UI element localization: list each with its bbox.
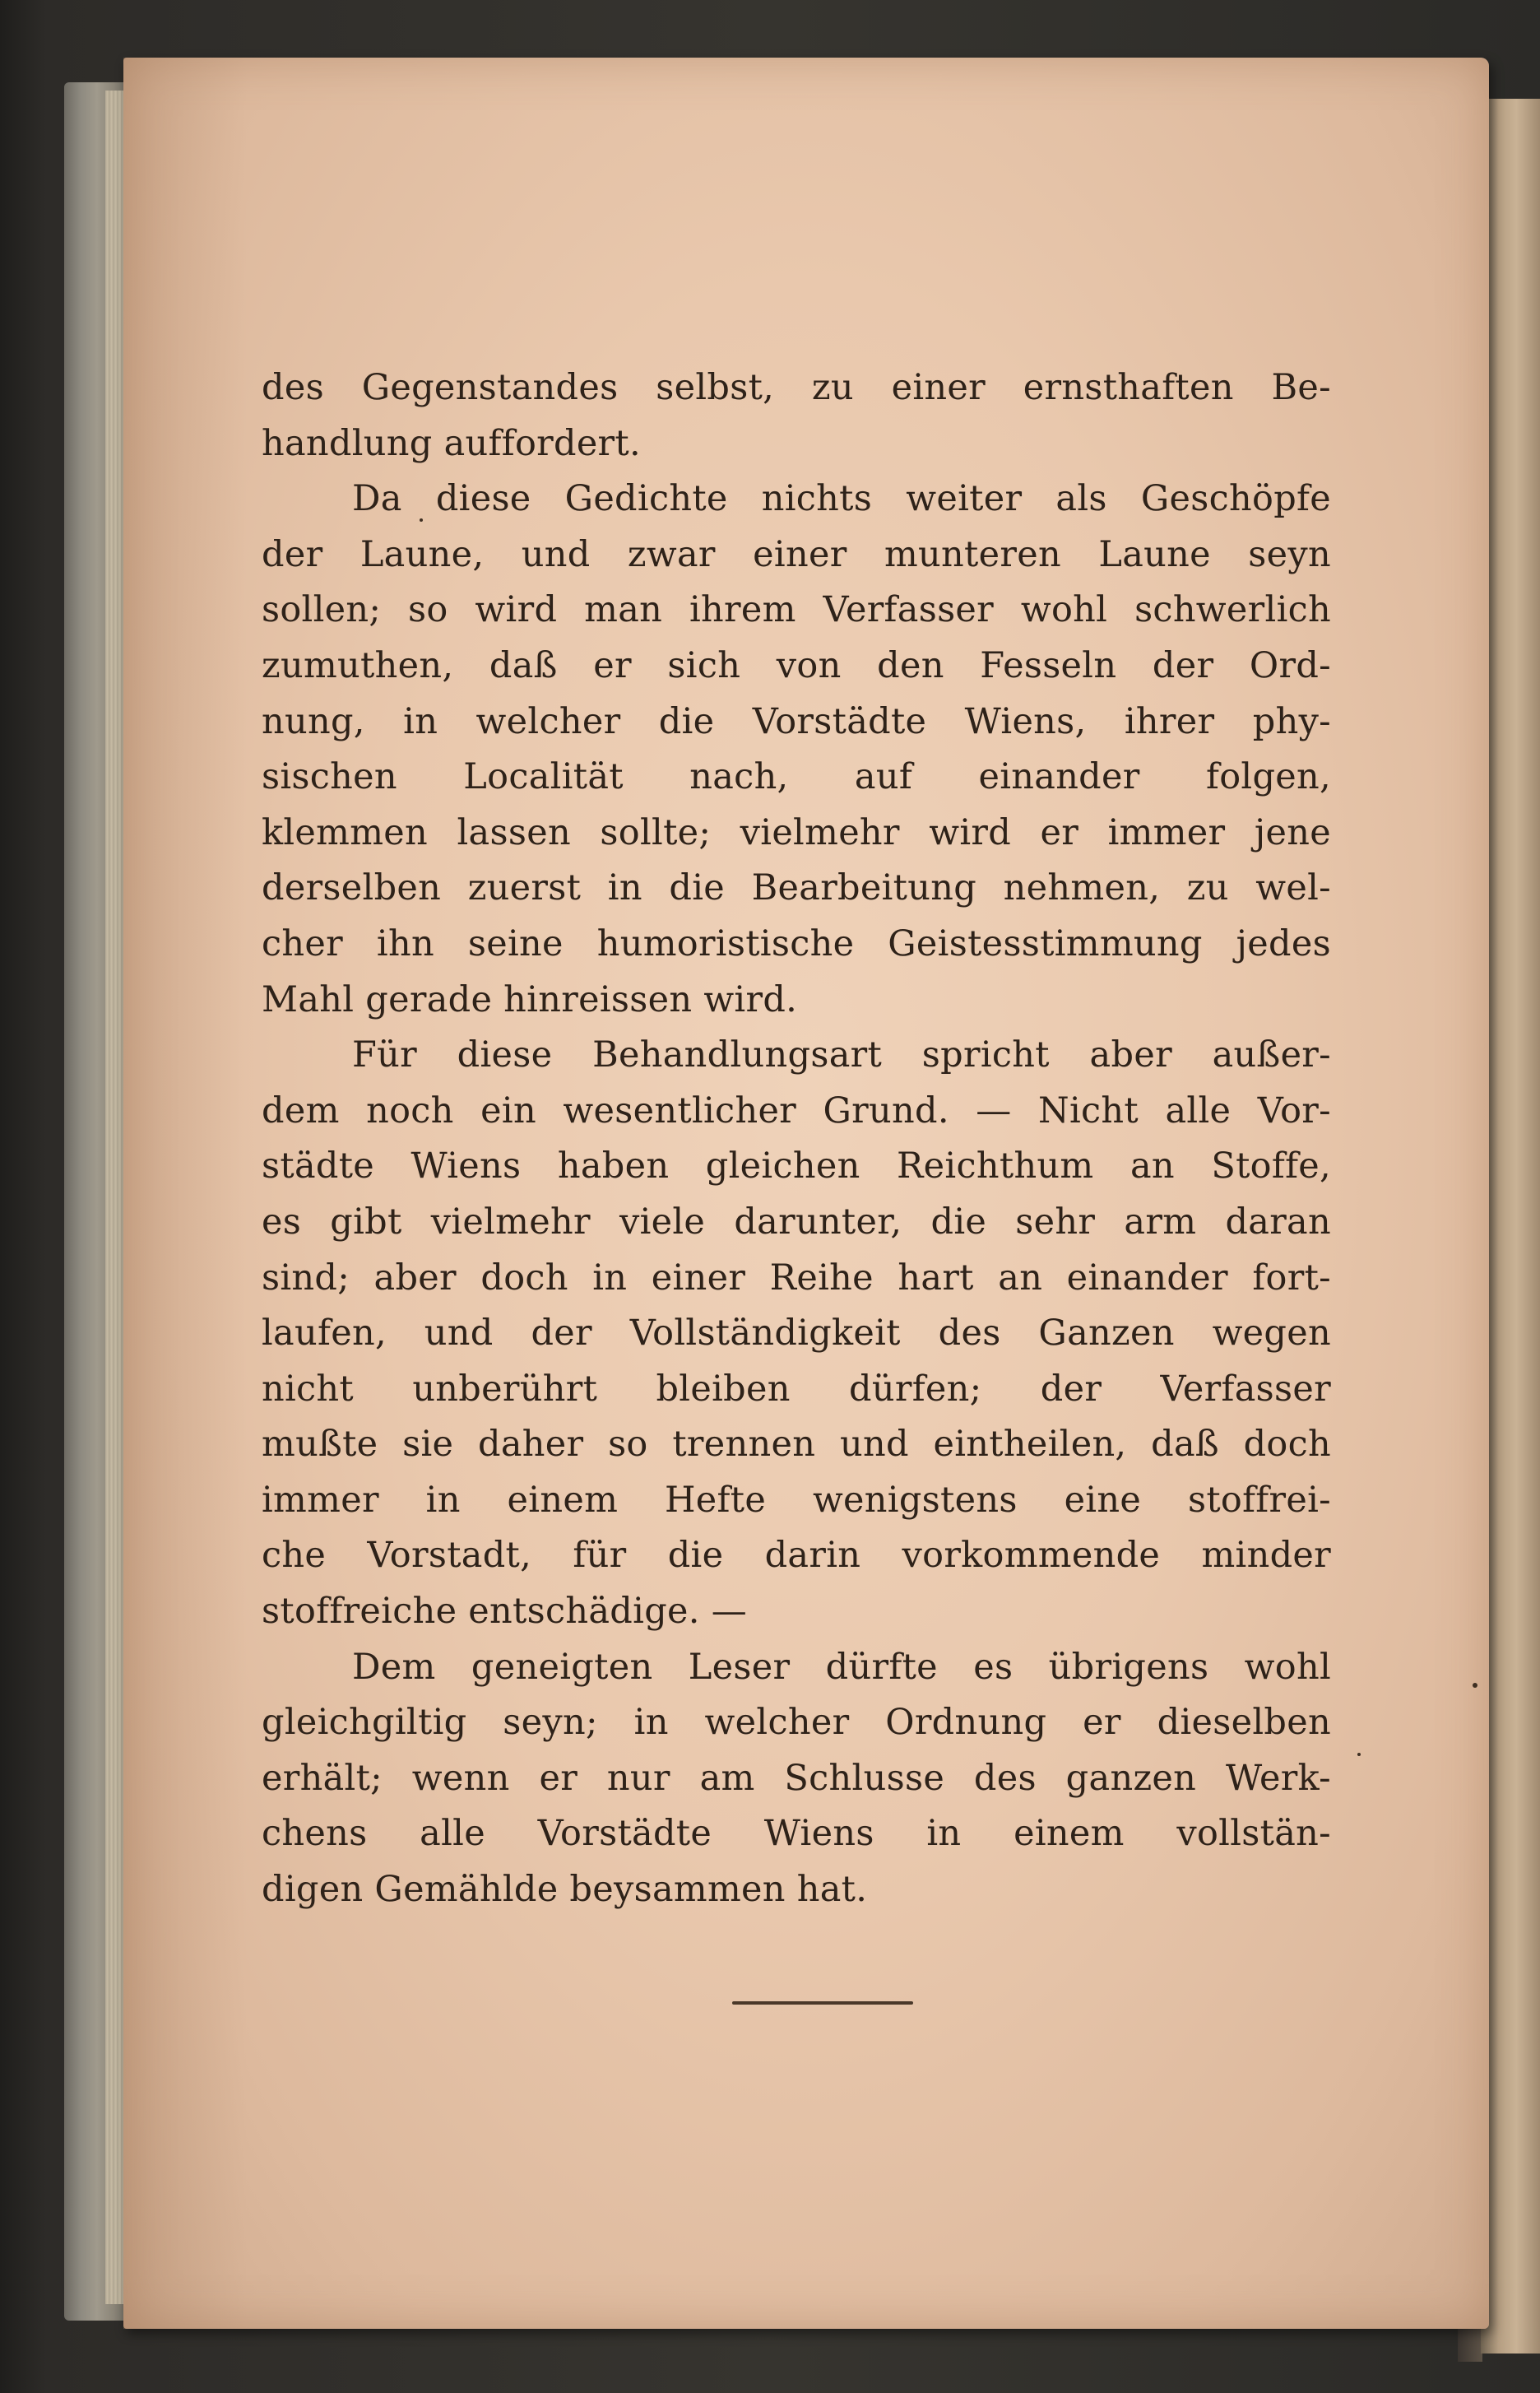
text-line: nung, in welcher die Vorstädte Wiens, ihrer phy-	[262, 700, 1331, 742]
text-line: sollen; so wird man ihrem Verfasser wohl schwerlich	[262, 589, 1331, 631]
text-line: Dem geneigten Leser dürfte es übrigens wohl	[352, 1646, 1331, 1688]
text-line: städte Wiens haben gleichen Reichthum an Stoffe,	[262, 1145, 1331, 1187]
text-line: es gibt vielmehr viele darunter, die sehr arm daran	[262, 1201, 1331, 1243]
text-line: des Gegenstandes selbst, zu einer ernsthaften Be-	[262, 367, 1331, 408]
text-line: gleichgiltig seyn; in welcher Ordnung er dieselben	[262, 1702, 1331, 1744]
paper-speck	[1473, 1683, 1477, 1688]
facing-page-edge	[1481, 99, 1540, 2354]
text-line: laufen, und der Vollständigkeit des Ganzen wegen	[262, 1313, 1331, 1354]
end-rule	[732, 2001, 913, 2005]
text-line: Für diese Behandlungsart spricht aber außer-	[352, 1034, 1331, 1076]
text-line: cher ihn seine humoristische Geistesstimmung jedes	[262, 922, 1331, 964]
text-line: sischen Localität nach, auf einander folgen,	[262, 756, 1331, 798]
page-fold-shadow	[123, 58, 247, 2329]
text-line: der Laune, und zwar einer munteren Laune seyn	[262, 533, 1331, 575]
text-line: derselben zuerst in die Bearbeitung nehmen, zu wel-	[262, 867, 1331, 909]
text-line: mußte sie daher so trennen und eintheilen, daß doch	[262, 1424, 1331, 1466]
text-line: che Vorstadt, für die darin vorkommende minder	[262, 1535, 1331, 1577]
text-line: digen Gemählde beysammen hat.	[262, 1869, 868, 1911]
text-line: sind; aber doch in einer Reihe hart an einander fort-	[262, 1257, 1331, 1299]
text-line: dem noch ein wesentlicher Grund. — Nicht alle Vor-	[262, 1090, 1331, 1131]
text-line: stoffreiche entschädige. —	[262, 1591, 748, 1633]
text-line: handlung auffordert.	[262, 422, 641, 464]
text-line: Mahl gerade hinreissen wird.	[262, 978, 798, 1020]
text-line: Da diese Gedichte nichts weiter als Geschöpfe	[352, 478, 1331, 520]
text-line: nicht unberührt bleiben dürfen; der Verfasser	[262, 1368, 1331, 1410]
text-line: klemmen lassen sollte; vielmehr wird er immer jene	[262, 811, 1331, 853]
text-line: zumuthen, daß er sich von den Fesseln der Ord-	[262, 644, 1331, 686]
page-text	[262, 360, 1331, 1918]
text-line: erhält; wenn er nur am Schlusse des ganzen Werk-	[262, 1757, 1331, 1799]
text-line: chens alle Vorstädte Wiens in einem vollstän-	[262, 1813, 1331, 1855]
text-line: immer in einem Hefte wenigstens eine stoffrei-	[262, 1479, 1331, 1521]
paper-speck	[1357, 1753, 1361, 1756]
